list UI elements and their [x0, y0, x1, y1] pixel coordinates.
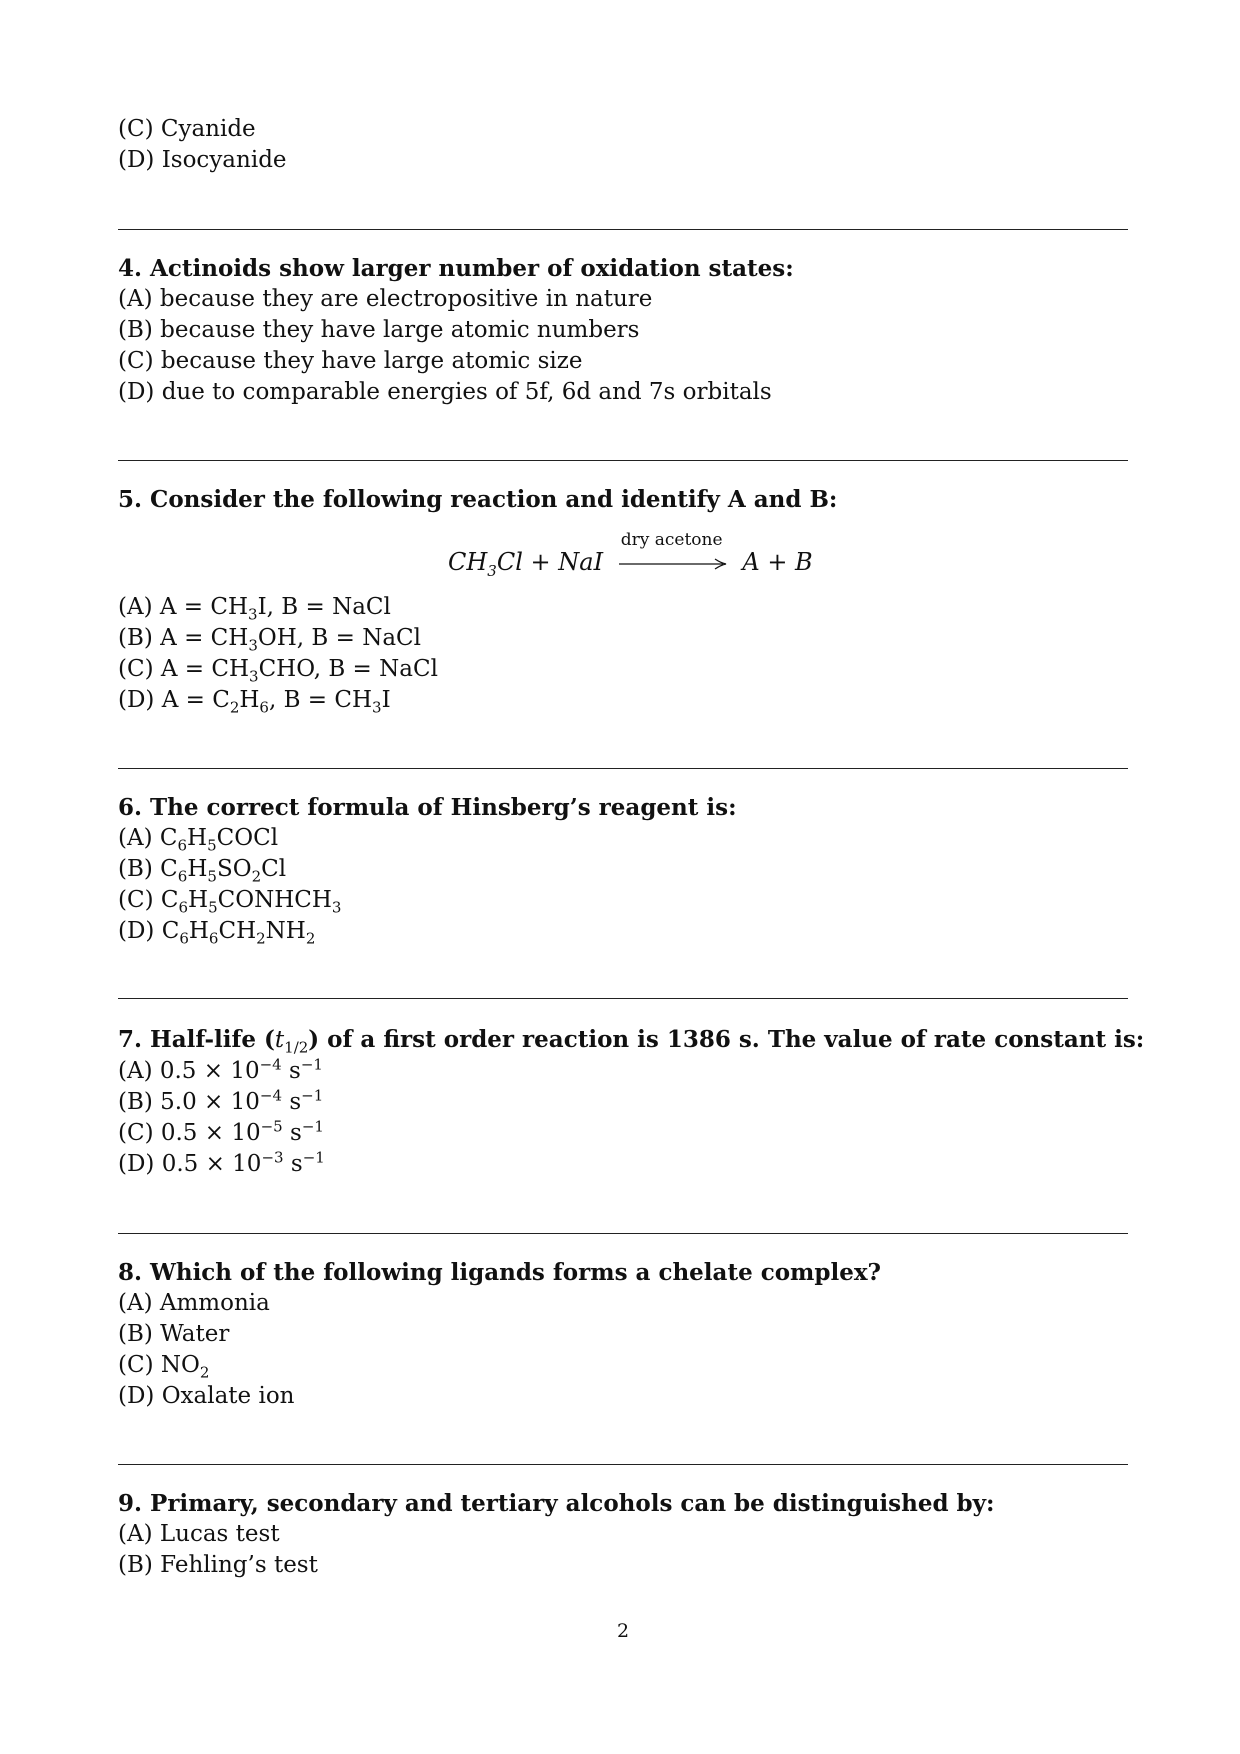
question-7-text: 7. Half-life $(t_{1/2})$ of a first order reaction is 1386 s. The value of rate constant is:	[118, 1026, 1145, 1057]
reactant-2: NaI	[558, 548, 604, 576]
question-4	[118, 253, 1128, 408]
question-8-text: 8. Which of the following ligands forms a chelate complex?	[118, 1259, 882, 1286]
question-9-text: 9. Primary, secondary and tertiary alcohols can be distinguished by:	[118, 1490, 995, 1517]
plus-sign: +	[530, 548, 551, 576]
option-b: (B) $A = CH_3OH$, B = NaCl	[118, 625, 421, 655]
question-8	[118, 1257, 1128, 1412]
page-number: 2	[616, 1620, 630, 1642]
option-b: (B) $C_6H_5SO_2Cl$	[118, 856, 287, 886]
divider	[118, 1464, 1128, 1465]
divider	[118, 229, 1128, 230]
question-3-tail	[118, 114, 1128, 176]
divider	[118, 1233, 1128, 1234]
question-7	[118, 1024, 1145, 1180]
question-9	[118, 1488, 1128, 1581]
option-d: (D) $0.5 \times 10^{-3}$ $s^{-1}$	[118, 1148, 325, 1177]
option-a: (A) $A = CH_3I$, B = NaCl	[118, 594, 391, 624]
option-d: (D) due to comparable energies of 5f, 6d and 7s orbitals	[118, 379, 772, 405]
question-6	[118, 792, 1128, 947]
option-c: (C) because they have large atomic size	[118, 348, 583, 374]
question-5-options	[118, 592, 1128, 716]
option-d: (D) Isocyanide	[118, 147, 287, 173]
option-b: (B) because they have large atomic numbers	[118, 317, 640, 343]
option-a: (A) because they are electropositive in nature	[118, 286, 653, 312]
reaction-equation	[448, 529, 813, 580]
option-c: (C) $C_6H_5CONHCH_3$	[118, 887, 342, 917]
reaction-condition: dry acetone	[620, 529, 723, 550]
option-a: (A) $0.5 \times 10^{-4}$ $s^{-1}$	[118, 1055, 323, 1084]
option-d: (D) $A = C_2H_6$, $B = CH_3I$	[118, 687, 391, 717]
reactant-1: $CH_3Cl$	[448, 548, 523, 580]
option-c: (C) $A = CH_3CHO$, B = NaCl	[118, 656, 438, 686]
option-b: (B) Fehling’s test	[118, 1552, 318, 1578]
question-4-text: 4. Actinoids show larger number of oxidation states:	[118, 255, 794, 282]
option-a: (A) $C_6H_5COCl$	[118, 825, 279, 855]
divider	[118, 460, 1128, 461]
exam-page	[118, 0, 1145, 1754]
divider	[118, 768, 1128, 769]
reaction-arrow	[617, 529, 729, 576]
option-a: (A) Ammonia	[118, 1290, 270, 1316]
divider	[118, 998, 1128, 999]
option-d: (D) Oxalate ion	[118, 1383, 295, 1409]
right-arrow-icon	[617, 558, 729, 570]
option-b: (B) $5.0 \times 10^{-4}$ $s^{-1}$	[118, 1086, 324, 1115]
option-b: (B) Water	[118, 1321, 230, 1347]
option-a: (A) Lucas test	[118, 1521, 280, 1547]
option-c: (C) Cyanide	[118, 116, 256, 142]
question-6-text: 6. The correct formula of Hinsberg’s reagent is:	[118, 794, 737, 821]
products: A + B	[742, 548, 813, 576]
option-d: (D) $C_6H_6CH_2NH_2$	[118, 918, 316, 948]
option-c: (C) $0.5 \times 10^{-5}$ $s^{-1}$	[118, 1117, 324, 1146]
option-c: (C) $NO_2$	[118, 1352, 210, 1382]
question-5-text: 5. Consider the following reaction and identify A and B:	[118, 486, 838, 513]
question-5	[118, 484, 1128, 515]
